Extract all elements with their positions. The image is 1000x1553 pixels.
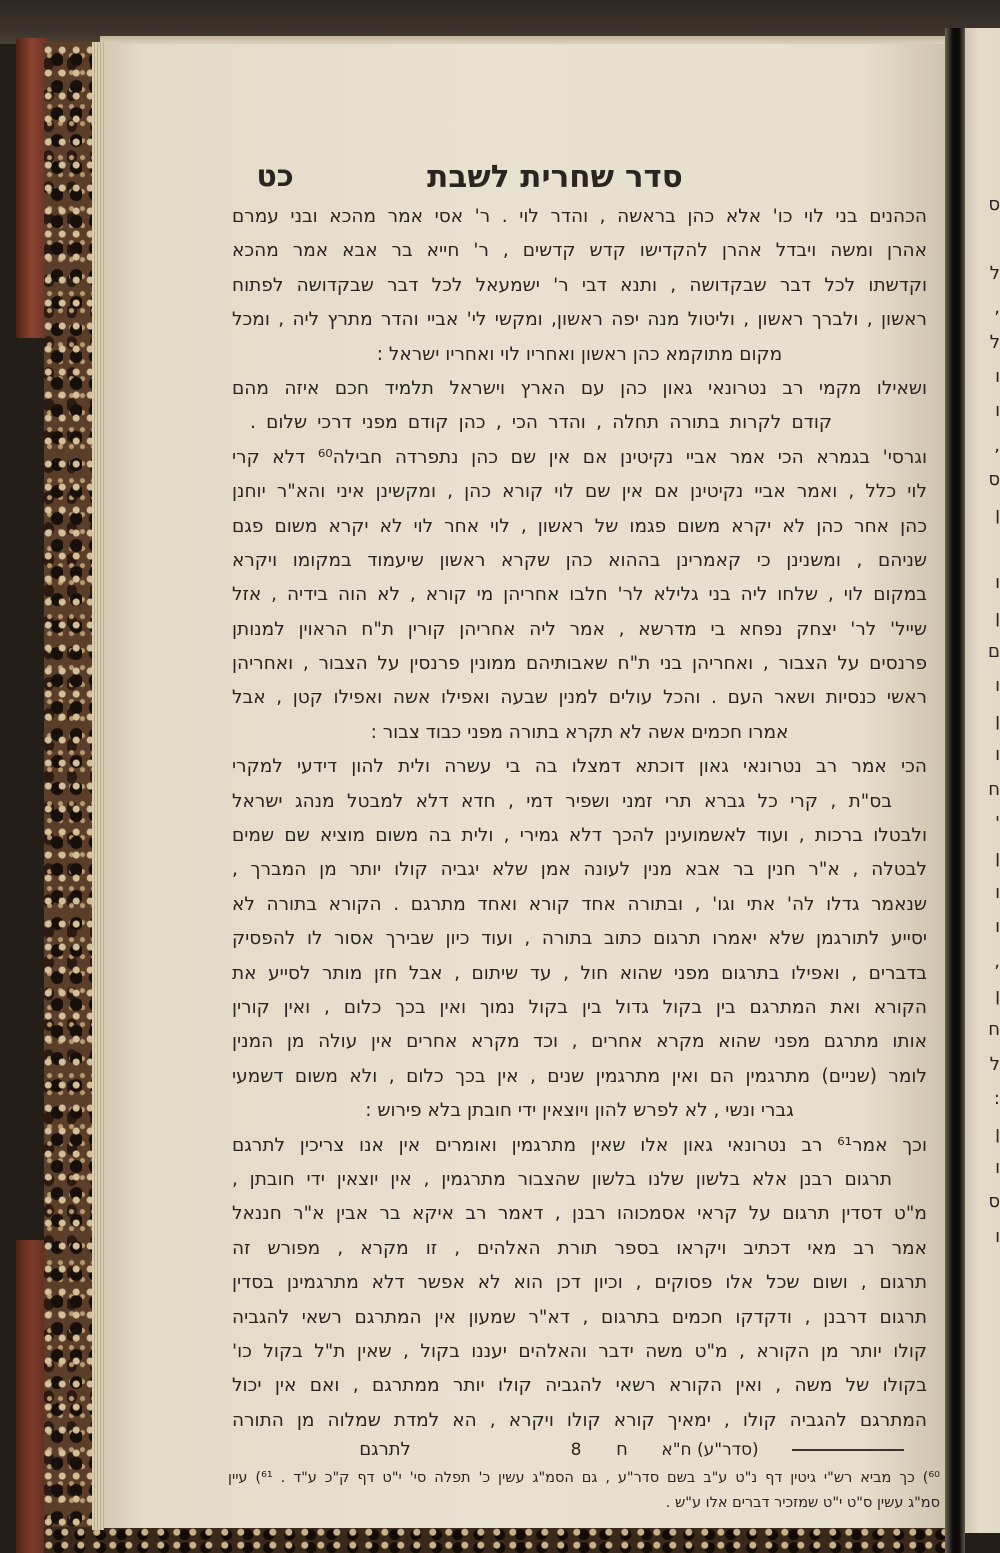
page-stack-edge: [92, 42, 104, 1530]
text-line: ראשי כנסיות ושאר העם . והכל עולים למנין שבעה ואפילו אשה ואפילו קטן , אבל: [232, 687, 927, 709]
text-line: שייל' לר' יצחק נפחא בי מדרשא , אמר ליה אחריהן קורין ת"ח הראוין למנותן: [232, 618, 927, 640]
next-page-fragment: ל: [989, 262, 1000, 284]
running-head: סדר שחרית לשבת: [427, 159, 683, 195]
text-line: הקורא ואת המתרגם בין בקול גדול בין בקול נמוך ואין בכך כלום , ואין קורין: [232, 996, 927, 1018]
text-line: מ"ט דסדין תרגום על קראי אסמכוהו רבנן , דאמר רב איקא בר אבין א"ר חננאל: [232, 1203, 927, 1225]
next-page-fragment: ו: [995, 1225, 1000, 1247]
text-line: לוי כלל , ואמר אביי נקיטינן אם אין שם לוי קורא כהן , ומקשינן איני והא"ר יוחנן: [232, 481, 927, 503]
text-line: הכהנים בני לוי כו' אלא כהן בראשה , והדר לוי . ר' אסי אמר מהכא ובני עמרם: [232, 206, 927, 227]
text-line: אהרן ומשה ויבדל אהרן להקדישו קדש קדשים , ר' חייא בר אבא אמר מהכא: [232, 240, 927, 262]
next-page-fragment: ל: [989, 331, 1000, 353]
footnotes: [228, 1466, 940, 1518]
text-line: בדברים , ואפילו בתרגום מפני שהוא חול , עד שיתום , אבל חזן מותר לסייע את: [232, 962, 927, 984]
next-page-fragment: ן: [995, 709, 1000, 731]
text-line: תרגום דרבנן , ודקדקו חכמים בתרגום , דא"ר שמעון אין המתרגם רשאי להגביה: [232, 1306, 927, 1328]
next-page-fragment: ו: [995, 400, 1000, 422]
next-page-fragment: ': [995, 813, 1000, 835]
footnote-line: סמ"ג עשין ס"ט י"ט שמזכיר דברים אלו ע"ש .: [665, 1495, 940, 1511]
text-line: הכי אמר רב נטרונאי גאון דוכתא דמצלו בה בי עשרה ולית להון דידעי למקרי: [232, 756, 927, 778]
next-page-fragment: ,: [994, 434, 1000, 456]
next-page-fragment: ס: [988, 469, 1000, 491]
text-line: תרגום רבנן אלא בלשון שלנו בלשון שהצבור מתרגמין , אין יוצאין ידי חובתן ,: [232, 1168, 892, 1190]
next-page-fragment: ם: [988, 641, 1000, 663]
next-page-fragment: ס: [988, 194, 1000, 215]
text-line: אותו מתרגם מפני שהוא מקרא אחרים , וכד מקרא אחרים אין עולה מן המנין: [232, 1031, 927, 1053]
catchword: לתרגם: [359, 1439, 411, 1460]
text-line: ולבטלו ברכות , ועוד לאשמועינן להכך דלא גמירי , ולית בה משום מוציא שם שמים: [232, 825, 927, 847]
text-line: המתרגם להגביה קולו , ימאיך קורא קולו ויקרא , הא למדת שמלוה מן התורה: [232, 1409, 927, 1431]
next-page-fragment: ו: [995, 675, 1000, 697]
body-text: [232, 200, 927, 1440]
text-line: יסייע לתורגמן שלא יאמרו תרגום כתוב בתורה , ועוד כיון שבירך אסור לו להפסיק: [232, 928, 927, 950]
signature-letter: ח: [616, 1439, 628, 1460]
text-line: ושאילו מקמי רב נטרונאי גאון כהן עם הארץ וישראל תלמיד חכם איזה מהם: [232, 377, 927, 399]
text-line: תרגום , ושום שכל אלו פסוקים , וכיון דכן הוא לא אפשר דלא מתרגמינן בסדין: [232, 1272, 927, 1294]
signature-rule: [792, 1449, 904, 1451]
text-line: בקולו של משה , ואין הקורא רשאי להגביה קולו יותר ממתרגם , ואם אין יכול: [232, 1375, 927, 1397]
next-page-fragment: ו: [995, 1156, 1000, 1178]
text-line: אמר רב מאי דכתיב ויקראו בספר תורת האלהים , זו מקרא , מפורש זה: [232, 1237, 927, 1259]
text-line: וגרסי' בגמרא הכי אמר אביי נקיטינן אם אין שם כהן נתפרדה חבילה⁶⁰ דלא קרי: [232, 446, 927, 468]
next-page-fragment: ח: [988, 1019, 1000, 1041]
text-line: בס"ת , קרי כל גברא תרי זמני ושפיר דמי , חדא דלא למבטל מנהג ישראל: [232, 790, 892, 812]
next-page-fragment: ן: [995, 1122, 1000, 1144]
text-line: וקדשתו לכל דבר שבקדושה , ותנא דבי ר' ישמעאל לכל דבר שבקדושה לפתוח: [232, 274, 927, 296]
next-page-fragment: ו: [995, 881, 1000, 903]
next-page-fragment: ס: [988, 1191, 1000, 1213]
page-number: כט: [256, 159, 294, 194]
next-page-fragment: [970, 532, 1000, 566]
signature-title: (סדר"ע) ח"א: [661, 1440, 759, 1460]
next-page-fragment: ן: [995, 606, 1000, 628]
marbled-page-edges: [44, 42, 98, 1532]
signature-number: 8: [570, 1440, 582, 1460]
text-line: פרנסים על הצבור , ואחריהן בני ת"ח שאבותיהם ממונין פרנסין על הצבור , ואחריהן: [232, 653, 927, 675]
text-line: שנאמר גדלו לה' אתי וגו' , ובתורה אחד קורא ואחד מתרגם . הקורא בתורה לא: [232, 893, 927, 915]
text-line: קודם לקרות בתורה תחלה , והדר הכי , כהן קודם מפני דרכי שלום .: [250, 412, 832, 434]
text-line: כהן אחר כהן לא יקרא משום פגמו של ראשון , לוי אחר לוי לא יקרא משום פגם: [232, 515, 927, 537]
next-page-fragment: ן: [995, 503, 1000, 525]
next-page-fragment: ,: [994, 950, 1000, 972]
paragraph-end-line: גברי ונשי , לא לפרש להון ויוצאין ידי חובתן בלא פירוש :: [365, 1100, 794, 1122]
paragraph-end-line: אמרו חכמים אשה לא תקרא בתורה מפני כבוד צבור :: [370, 721, 789, 743]
next-page-text-fragments: [970, 188, 1000, 1418]
next-page-fragment: ו: [995, 572, 1000, 594]
next-page-fragment: ,: [994, 297, 1000, 319]
text-line: וכך אמר⁶¹ רב נטרונאי גאון אלו שאין מתרגמין ואומרים אין אנו צריכין לתרגם: [232, 1134, 927, 1156]
next-page-fragment: ח: [988, 778, 1000, 800]
book-gutter: [945, 28, 965, 1553]
text-line: שניהם , ומשנינן כי קאמרינן בההוא כהן שקרא ראשון שיעמוד במקומו ויקרא: [232, 549, 927, 571]
paragraph-end-line: מקום מתוקמא כהן ראשון ואחריו לוי ואחריו ישראל :: [376, 343, 783, 365]
next-page-fragment: ו: [995, 916, 1000, 938]
next-page-fragment: ו: [995, 365, 1000, 387]
next-page-fragment: [970, 222, 1000, 256]
next-page-fragment: ל: [989, 1053, 1000, 1075]
next-page-fragment: :: [993, 1088, 1000, 1110]
next-page-fragment: ן: [995, 847, 1000, 869]
text-line: לומר (שניים) מתרגמין הם ואין מתרגמין שנים , אין בכך כלום , ולא משום דשמעי: [232, 1065, 927, 1087]
marbled-page-edges-bottom: [44, 1527, 949, 1553]
next-page-fragment: ן: [995, 984, 1000, 1006]
footnote-line: ⁶⁰) כך מביא רש"י גיטין דף נ"ט ע"ב בשם סדר"ע , גם הסמ"ג עשין כ' תפלה סי' י"ט דף ק"כ ע"ד . ⁶¹) עיין: [228, 1470, 940, 1486]
text-line: ראשון , ולברך ראשון , וליטול מנה יפה ראשון, ומקשי לי' אביי והדר מתרץ ליה , ומכל: [232, 309, 927, 331]
text-line: במקום לוי , שלחו ליה בני גלילא לר' חלבו אחריהן מי קורא , לא הוה בידיה , אזל: [232, 584, 927, 606]
text-line: קולו יותר מן הקורא , מ"ט משה ידבר והאלהים יעננו בקול , שאין ת"ל בקול כו': [232, 1340, 927, 1362]
next-page-fragment: ו: [995, 744, 1000, 766]
page-top-edge: [100, 36, 946, 44]
text-line: לבטלה , א"ר חנין בר אבא מנין לעונה אמן שלא יגביה קולו יותר מן המברך ,: [232, 859, 927, 881]
